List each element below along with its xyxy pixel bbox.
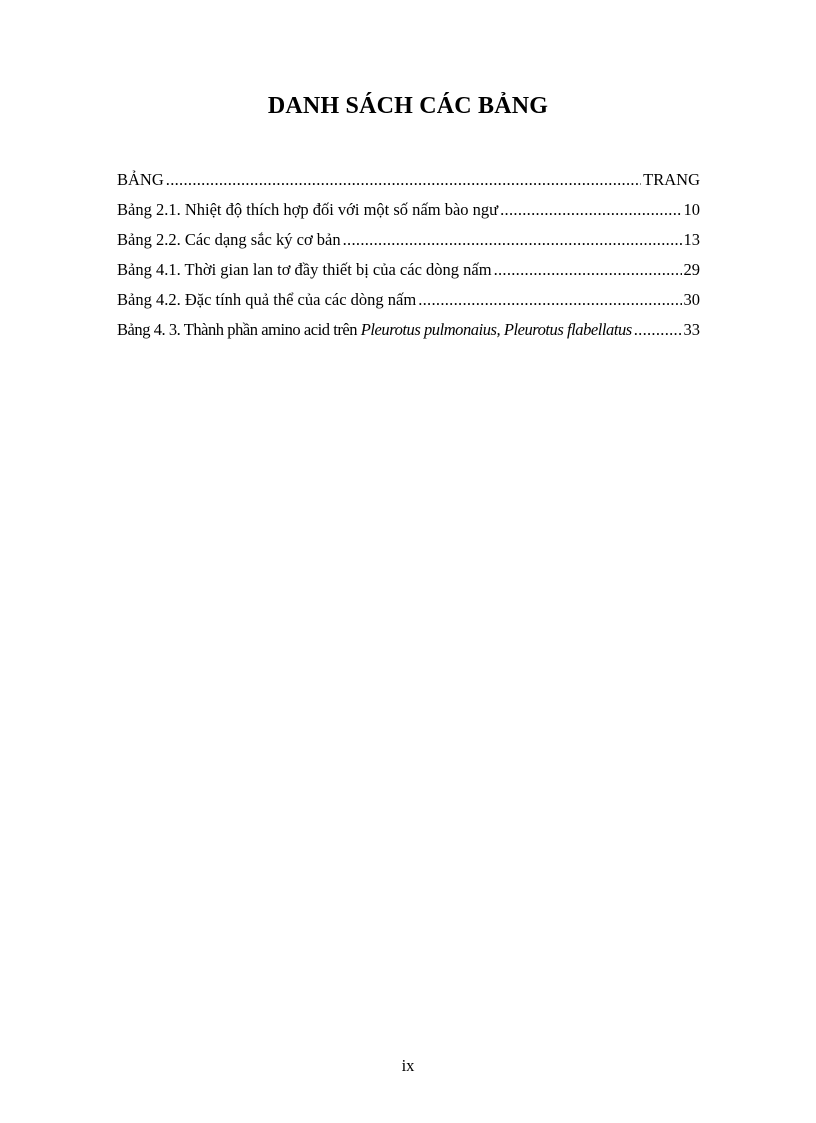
toc-entry-page: 33 xyxy=(683,320,700,339)
toc-header-row xyxy=(117,169,700,199)
dot-leader xyxy=(166,169,641,191)
toc-entry-label: Bảng 2.2. Các dạng sắc ký cơ bản xyxy=(117,230,341,249)
toc-entry[interactable] xyxy=(117,229,700,259)
toc-entry-page: 13 xyxy=(683,230,700,249)
toc-entry-page: 29 xyxy=(683,260,700,279)
toc-entry-page: 30 xyxy=(683,290,700,309)
toc-entry-label: Bảng 2.1. Nhiệt độ thích hợp đối với một số nấm bào ngư xyxy=(117,200,499,219)
toc-entry-label-prefix: Bảng 4. 3. Thành phần amino acid trên xyxy=(117,320,361,339)
dot-leader xyxy=(343,229,682,251)
toc-entry-label-species: Pleurotus pulmonaius, Pleurotus flabellatus xyxy=(360,320,632,339)
toc-entry-label xyxy=(117,319,632,341)
toc-entry[interactable] xyxy=(117,289,700,319)
toc-header-label: BẢNG xyxy=(117,170,164,189)
dot-leader xyxy=(418,289,681,311)
dot-leader xyxy=(500,199,681,221)
page-title: DANH SÁCH CÁC BẢNG xyxy=(267,93,549,119)
page-number: ix xyxy=(401,1056,415,1075)
toc-entry-page: 10 xyxy=(683,200,700,219)
toc-entry-label: Bảng 4.1. Thời gian lan tơ đầy thiết bị của các dòng nấm xyxy=(117,260,492,279)
toc-entry[interactable] xyxy=(117,199,700,229)
toc-header-page: TRANG xyxy=(643,170,700,189)
dot-leader xyxy=(494,259,682,281)
toc-entry[interactable] xyxy=(117,319,700,349)
table-list xyxy=(117,169,700,349)
toc-entry[interactable] xyxy=(117,259,700,289)
dot-leader xyxy=(634,319,682,341)
toc-entry-label: Bảng 4.2. Đặc tính quả thể của các dòng nấm xyxy=(117,290,417,309)
